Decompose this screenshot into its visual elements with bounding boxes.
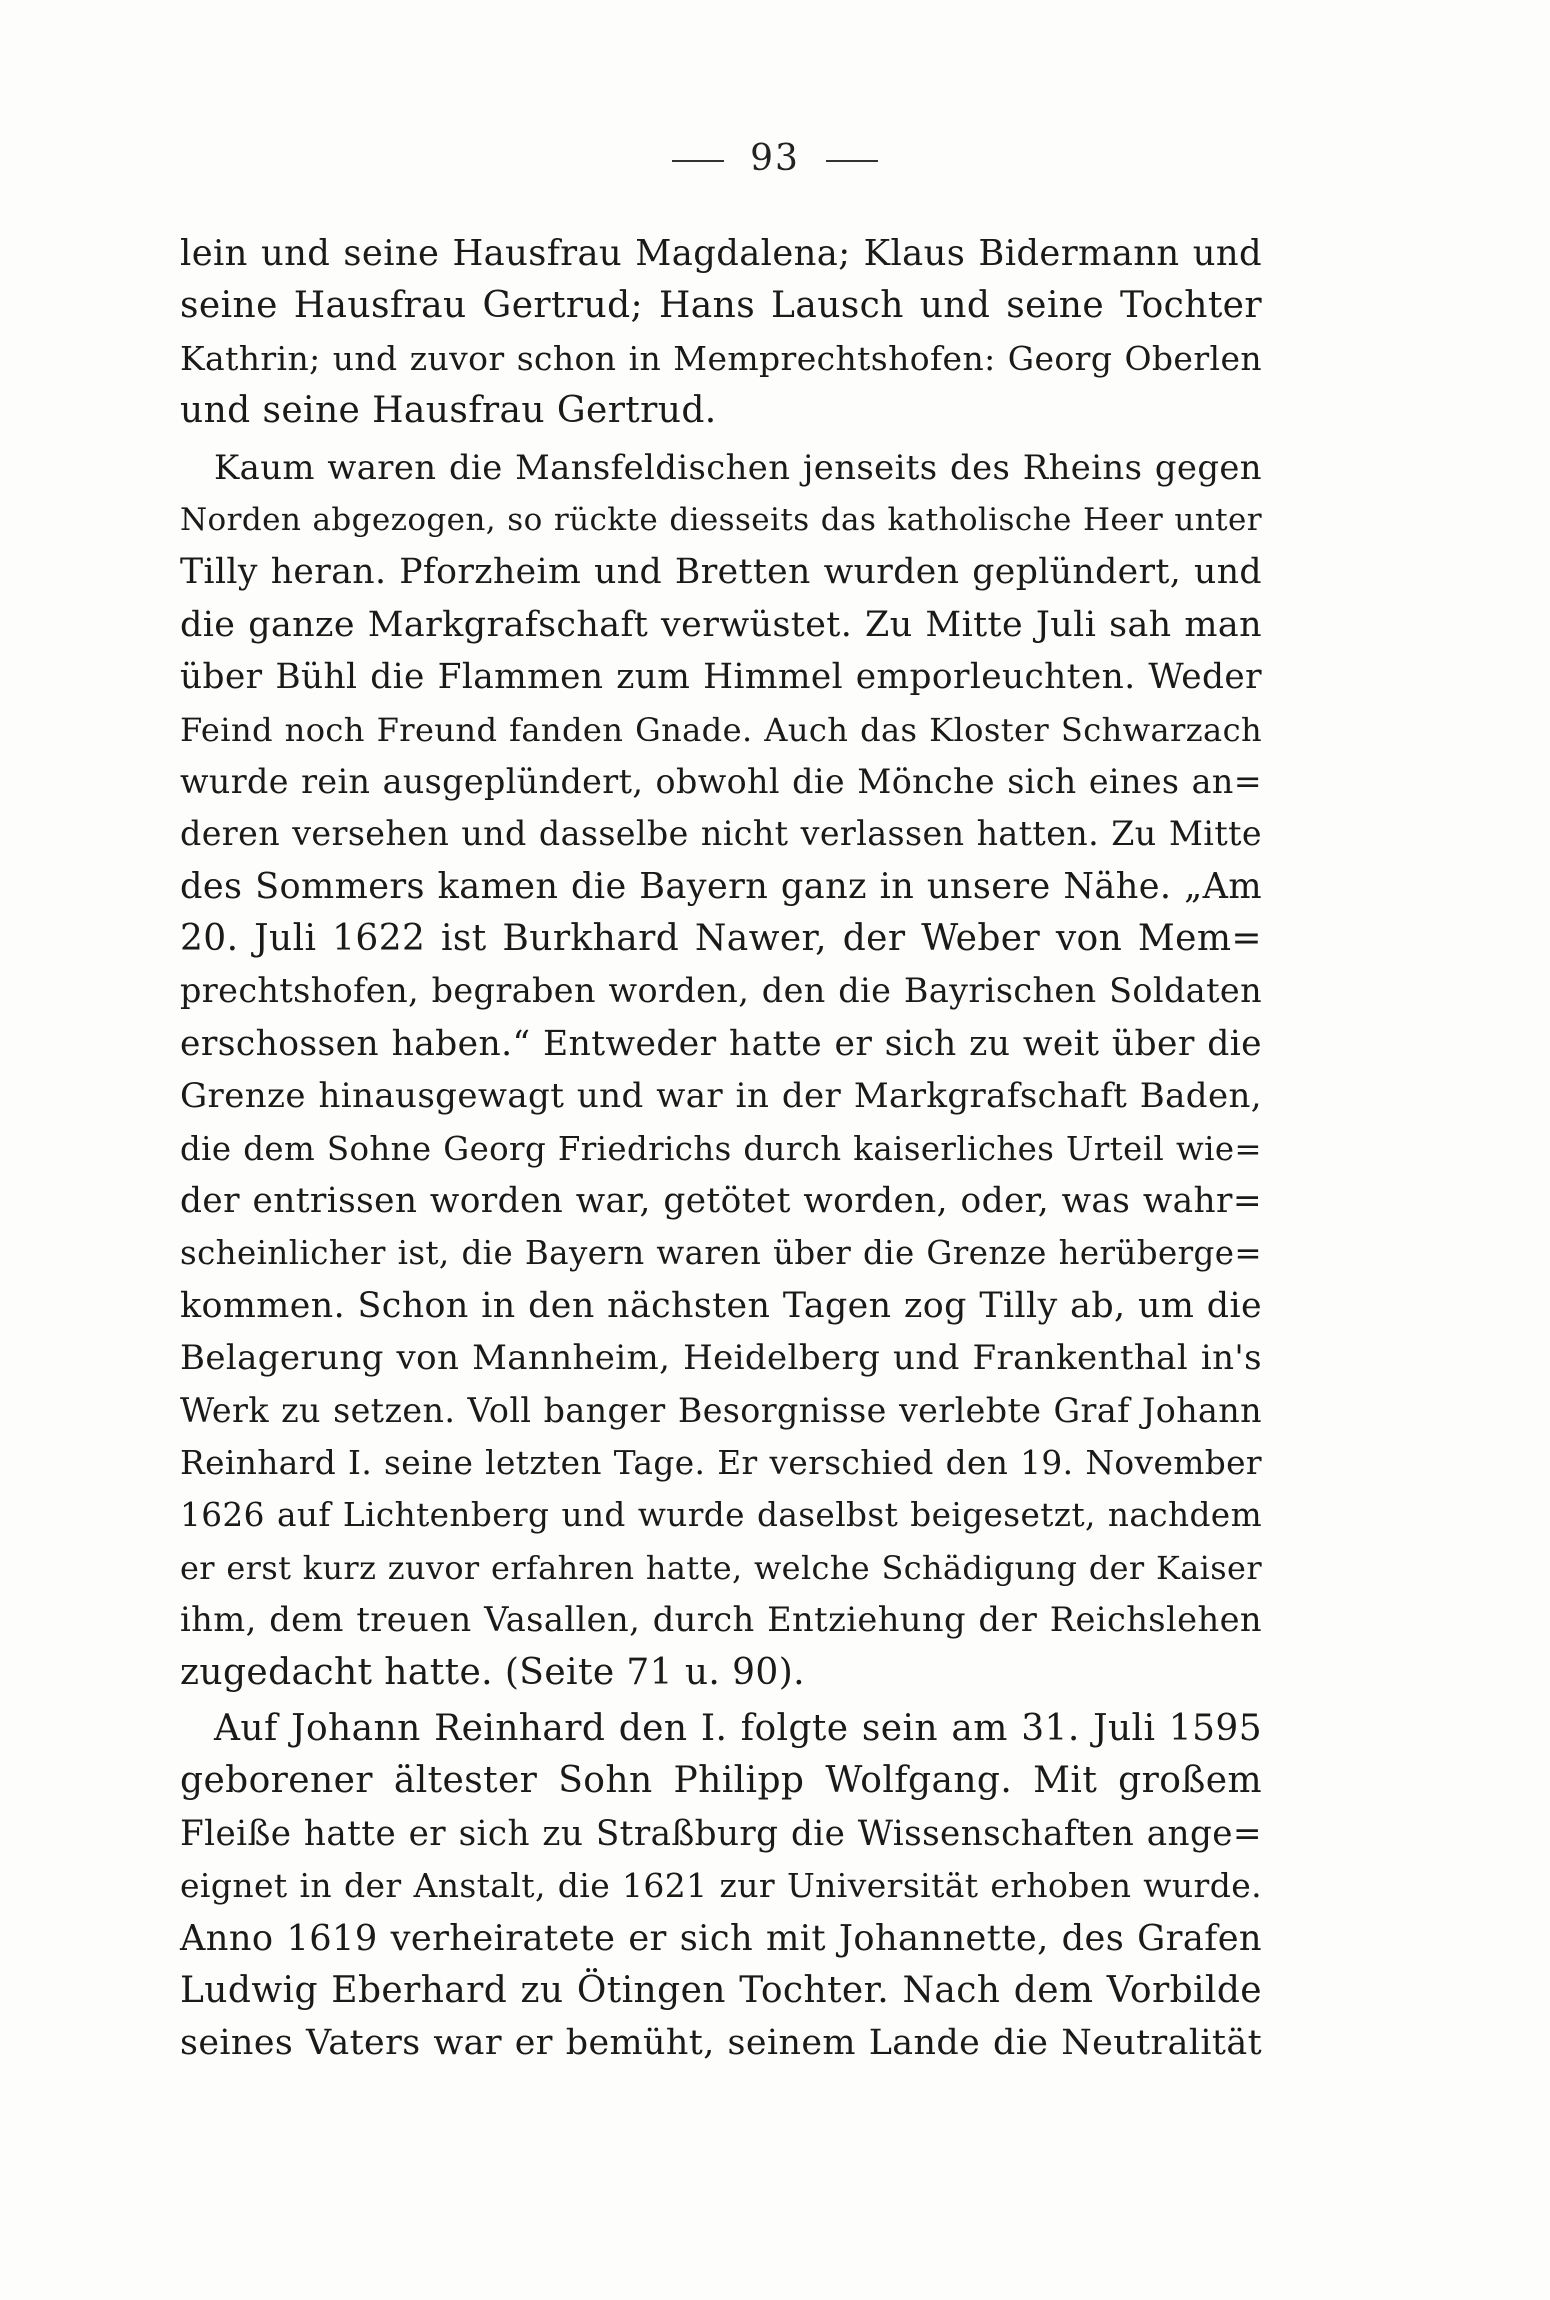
paragraph-3 — [180, 1703, 1262, 2070]
page-number: 93 — [750, 138, 800, 179]
text-line: Auf Johann Reinhard den I. folgte sein am 31. Juli 1595 — [214, 1707, 1262, 1749]
text-line: seine Hausfrau Gertrud; Hans Lausch und seine Tochter — [180, 285, 1262, 327]
text-line: der entrissen worden war, getötet worden, oder, was wahr= — [180, 1181, 1262, 1222]
text-line: Norden abgezogen, so rückte diesseits das katholische Heer unter — [180, 501, 1262, 538]
text-line: die dem Sohne Georg Friedrichs durch kaiserliches Urteil wie= — [180, 1129, 1262, 1168]
paragraph-2 — [180, 442, 1262, 1699]
text-line: deren versehen und dasselbe nicht verlassen hatten. Zu Mitte — [180, 814, 1262, 854]
text-line: er erst kurz zuvor erfahren hatte, welche Schädigung der Kaiser — [180, 1548, 1262, 1587]
text-line: eignet in der Anstalt, die 1621 zur Universität erhoben wurde. — [180, 1866, 1262, 1906]
text-line: 1626 auf Lichtenberg und wurde daselbst beigesetzt, nachdem — [180, 1496, 1262, 1535]
text-line: seines Vaters war er bemüht, seinem Lande die Neutralität — [180, 2023, 1262, 2064]
text-line: Belagerung von Mannheim, Heidelberg und Frankenthal in's — [180, 1338, 1262, 1379]
body-text — [180, 228, 1262, 2070]
text-line: kommen. Schon in den nächsten Tagen zog Tilly ab, um die — [180, 1285, 1262, 1326]
right-dash-ornament — [826, 160, 878, 162]
text-line: Tilly heran. Pforzheim und Bretten wurden geplündert, und — [180, 552, 1262, 593]
text-line: 20. Juli 1622 ist Burkhard Nawer, der Weber von Mem= — [180, 918, 1262, 960]
text-line: erschossen haben.“ Entweder hatte er sich zu weit über die — [180, 1023, 1262, 1064]
paragraph-1 — [180, 228, 1262, 438]
page-number-header — [0, 138, 1550, 179]
text-line: zugedacht hatte. (Seite 71 u. 90). — [180, 1651, 806, 1693]
text-line: Kathrin; und zuvor schon in Memprechtshofen: Georg Oberlen — [180, 338, 1262, 378]
text-line: und seine Hausfrau Gertrud. — [180, 390, 717, 432]
text-line: Fleiße hatte er sich zu Straßburg die Wissenschaften ange= — [180, 1813, 1262, 1854]
text-line: geborener ältester Sohn Philipp Wolfgang. Mit großem — [180, 1760, 1262, 1802]
text-line: Werk zu setzen. Voll banger Besorgnisse verlebte Graf Johann — [180, 1390, 1262, 1430]
text-line: prechtshofen, begraben worden, den die Bayrischen Soldaten — [180, 971, 1262, 1011]
text-line: ihm, dem treuen Vasallen, durch Entziehung der Reichslehen — [180, 1600, 1262, 1640]
text-line: scheinlicher ist, die Bayern waren über die Grenze herüberge= — [180, 1234, 1262, 1273]
text-line: Ludwig Eberhard zu Ötingen Tochter. Nach dem Vorbilde — [180, 1969, 1262, 2011]
text-line: Kaum waren die Mansfeldischen jenseits des Rheins gegen — [214, 447, 1262, 487]
text-line: Grenze hinausgewagt und war in der Markgrafschaft Baden, — [180, 1076, 1262, 1117]
text-line: wurde rein ausgeplündert, obwohl die Mönche sich eines an= — [180, 761, 1262, 801]
left-dash-ornament — [672, 160, 724, 162]
text-line: Feind noch Freund fanden Gnade. Auch das Kloster Schwarzach — [180, 710, 1262, 749]
text-line: des Sommers kamen die Bayern ganz in unsere Nähe. „Am — [180, 865, 1262, 907]
text-line: Reinhard I. seine letzten Tage. Er verschied den 19. November — [180, 1443, 1262, 1482]
text-line: Anno 1619 verheiratete er sich mit Johannette, des Grafen — [180, 1917, 1262, 1959]
text-line: über Bühl die Flammen zum Himmel emporleuchten. Weder — [180, 657, 1262, 698]
text-line: die ganze Markgrafschaft verwüstet. Zu Mitte Juli sah man — [180, 604, 1262, 645]
text-line: lein und seine Hausfrau Magdalena; Klaus Bidermann und — [180, 233, 1262, 274]
